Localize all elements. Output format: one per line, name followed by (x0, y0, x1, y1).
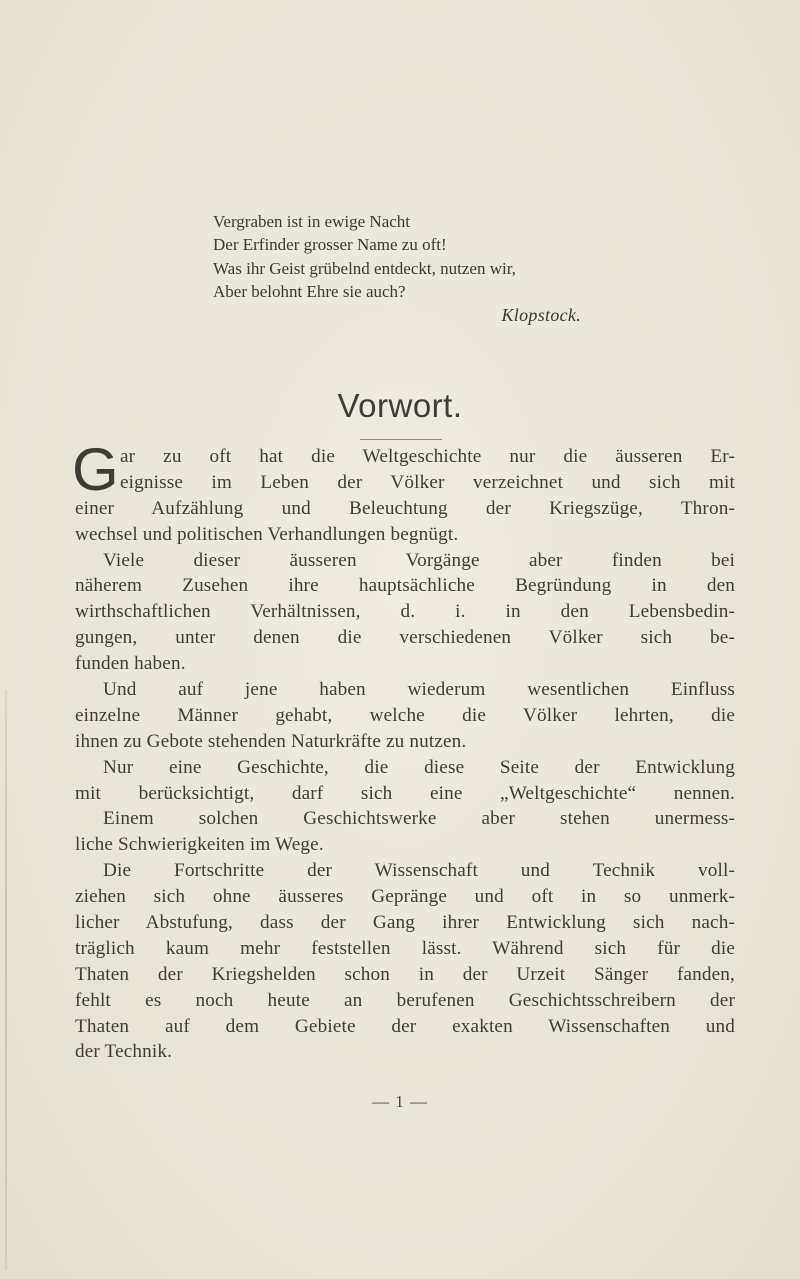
epigraph-line: Was ihr Geist grübelnd entdeckt, nutzen wir, (213, 258, 516, 278)
body-line: mit berücksichtigt, darf sich eine „Weltgeschichte“ nennen. (75, 782, 735, 804)
body-line: wechsel und politischen Verhandlungen begnügt. (75, 523, 459, 545)
epigraph-author: Klopstock. (501, 304, 581, 325)
body-line: Viele dieser äusseren Vorgänge aber finden bei (103, 549, 735, 571)
binding-edge-shadow (5, 690, 7, 1270)
body-line: Die Fortschritte der Wissenschaft und Technik voll- (103, 860, 735, 882)
body-line: der Technik. (75, 1041, 173, 1063)
body-line: funden haben. (75, 653, 186, 675)
body-line: ihnen zu Gebote stehenden Naturkräfte zu nutzen. (75, 730, 467, 752)
body-line: wirthschaftlichen Verhältnissen, d. i. in den Lebensbedin- (75, 601, 735, 623)
body-line: näherem Zusehen ihre hauptsächliche Begründung in den (75, 575, 735, 597)
body-line: liche Schwierigkeiten im Wege. (75, 834, 324, 856)
body-line: ziehen sich ohne äusseres Gepränge und oft in so unmerk- (75, 886, 735, 908)
body-line: ar zu oft hat die Weltgeschichte nur die äusseren Er- (120, 446, 735, 467)
epigraph-line: Vergraben ist in ewige Nacht (213, 212, 411, 231)
body-text (75, 444, 735, 1065)
body-line: gungen, unter denen die verschiedenen Völker sich be- (75, 627, 735, 649)
body-line: einzelne Männer gehabt, welche die Völker lehrten, die (75, 704, 735, 726)
page-title: Vorwort. (337, 387, 463, 424)
title-divider (360, 439, 442, 440)
body-line: Einem solchen Geschichtswerke aber stehen unermess- (103, 808, 735, 830)
drop-cap: G (72, 436, 119, 503)
body-line: einer Aufzählung und Beleuchtung der Kriegszüge, Thron- (75, 497, 735, 519)
body-line: Thaten auf dem Gebiete der exakten Wissenschaften und (75, 1015, 735, 1037)
body-line: fehlt es noch heute an berufenen Geschichtsschreibern der (75, 989, 735, 1011)
body-line: eignisse im Leben der Völker verzeichnet und sich mit (120, 471, 735, 493)
body-line: Nur eine Geschichte, die diese Seite der Entwicklung (103, 756, 735, 778)
epigraph-line: Aber belohnt Ehre sie auch? (213, 282, 406, 302)
body-line: licher Abstufung, dass der Gang ihrer Entwicklung sich nach- (75, 912, 735, 934)
body-line: träglich kaum mehr feststellen lässt. Während sich für die (75, 937, 735, 959)
body-line: Thaten der Kriegshelden schon in der Urzeit Sänger fanden, (75, 963, 735, 985)
body-line: Und auf jene haben wiederum wesentlichen Einfluss (103, 679, 735, 701)
page-number: — 1 — (372, 1092, 428, 1111)
epigraph-line: Der Erfinder grosser Name zu oft! (213, 235, 447, 255)
epigraph (213, 210, 633, 327)
